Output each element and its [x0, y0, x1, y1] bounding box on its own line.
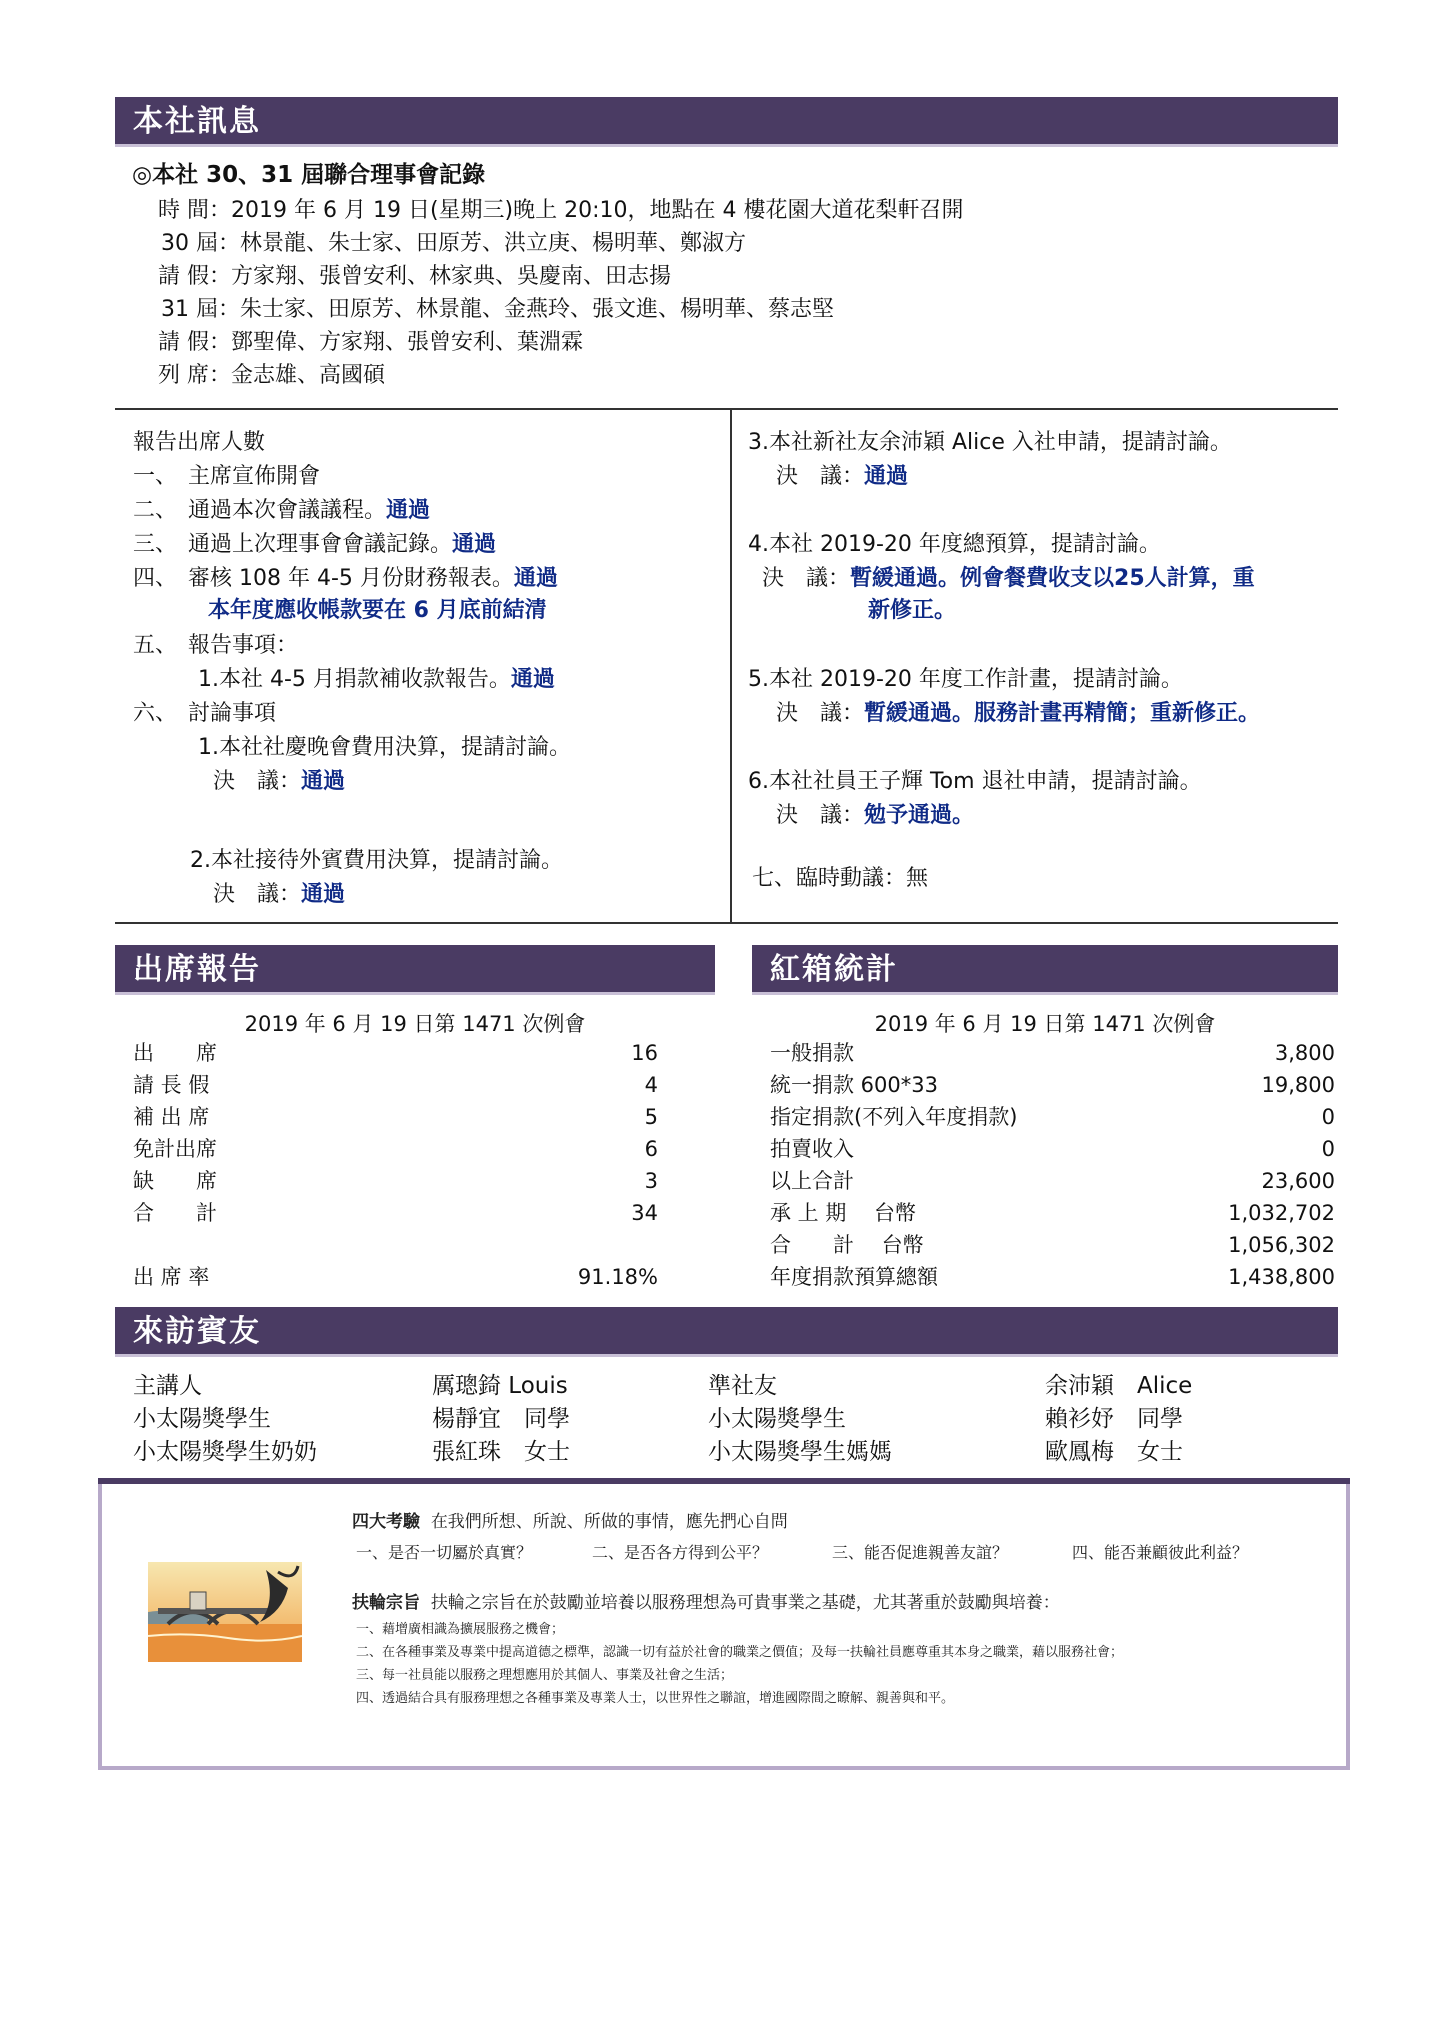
minutes-time: 時 間：2019 年 6 月 19 日(星期三)晚上 20:10，地點在 4 樓花園大道花梨軒召開 [158, 198, 964, 223]
resolution-passed: 通過 [510, 667, 555, 692]
resolution-passed: 通過 [513, 566, 558, 591]
four-way-test-item: 三、能否促進親善友誼？ [832, 1543, 1009, 1562]
visitor-name: 余沛穎 Alice [1045, 1373, 1193, 1399]
agenda-item-r4-resolution: 決 議：暫緩通過。例會餐費收支以25人計算，重 [762, 566, 1255, 591]
agenda-item-1: 一、 主席宣佈開會 [133, 464, 321, 489]
agenda-item-2: 二、 通過本次會議議程。通過 [133, 498, 431, 523]
agenda-item-r7: 七、臨時動議：無 [752, 866, 929, 891]
minutes-30th: 30 屆：林景龍、朱士家、田原芳、洪立庚、楊明華、鄭淑方 [161, 231, 746, 256]
agenda-item-6b-resolution: 決 議：通過 [213, 882, 346, 907]
minutes-title: ◎本社 30、31 屆聯合理事會記錄 [132, 162, 486, 188]
agenda-item-r6: 6.本社社員王子輝 Tom 退社申請，提請討論。 [748, 769, 1202, 794]
visitor-name: 張紅珠 女士 [432, 1439, 570, 1465]
agenda-item-6a-resolution: 決 議：通過 [213, 769, 346, 794]
section-header-visitors: 來訪賓友 [115, 1307, 1338, 1357]
section-header-attendance: 出席報告 [115, 945, 715, 995]
resolution-passed: 通過 [452, 532, 497, 557]
agenda-item-6: 六、 討論事項 [133, 701, 277, 726]
section-header-news: 本社訊息 [115, 97, 1338, 147]
agenda-item-5: 五、 報告事項： [133, 633, 299, 658]
four-way-test-item: 二、是否各方得到公平？ [592, 1543, 769, 1562]
four-way-test-item: 一、是否一切屬於真實？ [356, 1543, 533, 1562]
agenda-title: 報告出席人數 [133, 430, 266, 455]
agenda-top-rule [115, 408, 1338, 410]
bridge-illustration [148, 1562, 302, 1662]
visitor-role: 小太陽獎學生媽媽 [708, 1439, 892, 1465]
agenda-item-5a: 1.本社 4-5 月捐款補收款報告。通過 [198, 667, 555, 692]
minutes-leave-31st: 請 假：鄧聖偉、方家翔、張曾安利、葉淵霖 [158, 330, 583, 355]
agenda-item-r3: 3.本社新社友余沛穎 Alice 入社申請，提請討論。 [748, 430, 1232, 455]
agenda-item-4: 四、 審核 108 年 4-5 月份財務報表。通過 [133, 566, 558, 591]
agenda-item-r5: 5.本社 2019-20 年度工作計畫，提請討論。 [748, 667, 1183, 692]
visitor-role: 小太陽獎學生 [133, 1406, 271, 1432]
agenda-item-4-note: 本年度應收帳款要在 6 月底前結清 [208, 598, 547, 623]
four-way-test-item: 四、能否兼顧彼此利益？ [1072, 1543, 1249, 1562]
rotary-object-item: 三、每一社員能以服務之理想應用於其個人、事業及社會之生活； [356, 1668, 734, 1683]
agenda-item-6a: 1.本社社慶晚會費用決算，提請討論。 [198, 735, 571, 760]
attendance-date: 2019 年 6 月 19 日第 1471 次例會 [244, 1012, 586, 1036]
rotary-object-item: 四、透過結合具有服務理想之各種事業及專業人士，以世界性之聯誼，增進國際間之瞭解、親善與和平。 [356, 1691, 955, 1706]
agenda-item-3: 三、 通過上次理事會會議記錄。通過 [133, 532, 497, 557]
visitor-role: 準社友 [708, 1373, 777, 1399]
four-way-test-heading: 四大考驗 在我們所想、所說、所做的事情，應先捫心自問 [352, 1512, 788, 1532]
rotary-object-item: 一、藉增廣相識為擴展服務之機會； [356, 1622, 565, 1637]
section-header-redbox: 紅箱統計 [752, 945, 1338, 995]
visitor-name: 賴衫妤 同學 [1045, 1406, 1183, 1432]
agenda-bottom-rule [115, 922, 1338, 924]
visitor-name: 楊靜宜 同學 [432, 1406, 570, 1432]
visitor-role: 小太陽獎學生 [708, 1406, 846, 1432]
visitor-name: 厲璁錡 Louis [432, 1373, 568, 1399]
agenda-item-r4-resolution-cont: 新修正。 [868, 598, 957, 623]
agenda-item-r6-resolution: 決 議：勉予通過。 [776, 803, 975, 828]
visitor-role: 小太陽獎學生奶奶 [133, 1439, 317, 1465]
agenda-item-r3-resolution: 決 議：通過 [776, 464, 909, 489]
agenda-item-r4: 4.本社 2019-20 年度總預算，提請討論。 [748, 532, 1161, 557]
visitor-role: 主講人 [133, 1373, 202, 1399]
minutes-attendees: 列 席：金志雄、高國碩 [158, 363, 385, 388]
visitor-name: 歐鳳梅 女士 [1045, 1439, 1183, 1465]
resolution-passed: 通過 [386, 498, 431, 523]
redbox-date: 2019 年 6 月 19 日第 1471 次例會 [874, 1012, 1216, 1036]
agenda-item-6b: 2.本社接待外賓費用決算，提請討論。 [190, 848, 563, 873]
rotary-object-item: 二、在各種事業及專業中提高道德之標準，認識一切有益於社會的職業之價值；及每一扶輪社員應尊重其本身之職業，藉以服務社會； [356, 1645, 1124, 1660]
minutes-leave-30th: 請 假：方家翔、張曾安利、林家典、吳慶南、田志揚 [158, 264, 671, 289]
rotary-object-heading: 扶輪宗旨 扶輪之宗旨在於鼓勵並培養以服務理想為可貴事業之基礎，尤其著重於鼓勵與培養： [352, 1593, 1060, 1613]
agenda-divider [730, 408, 732, 923]
agenda-item-r5-resolution: 決 議：暫緩通過。服務計畫再精簡；重新修正。 [776, 701, 1261, 726]
minutes-31st: 31 屆：朱士家、田原芳、林景龍、金燕玲、張文進、楊明華、蔡志堅 [161, 297, 834, 322]
